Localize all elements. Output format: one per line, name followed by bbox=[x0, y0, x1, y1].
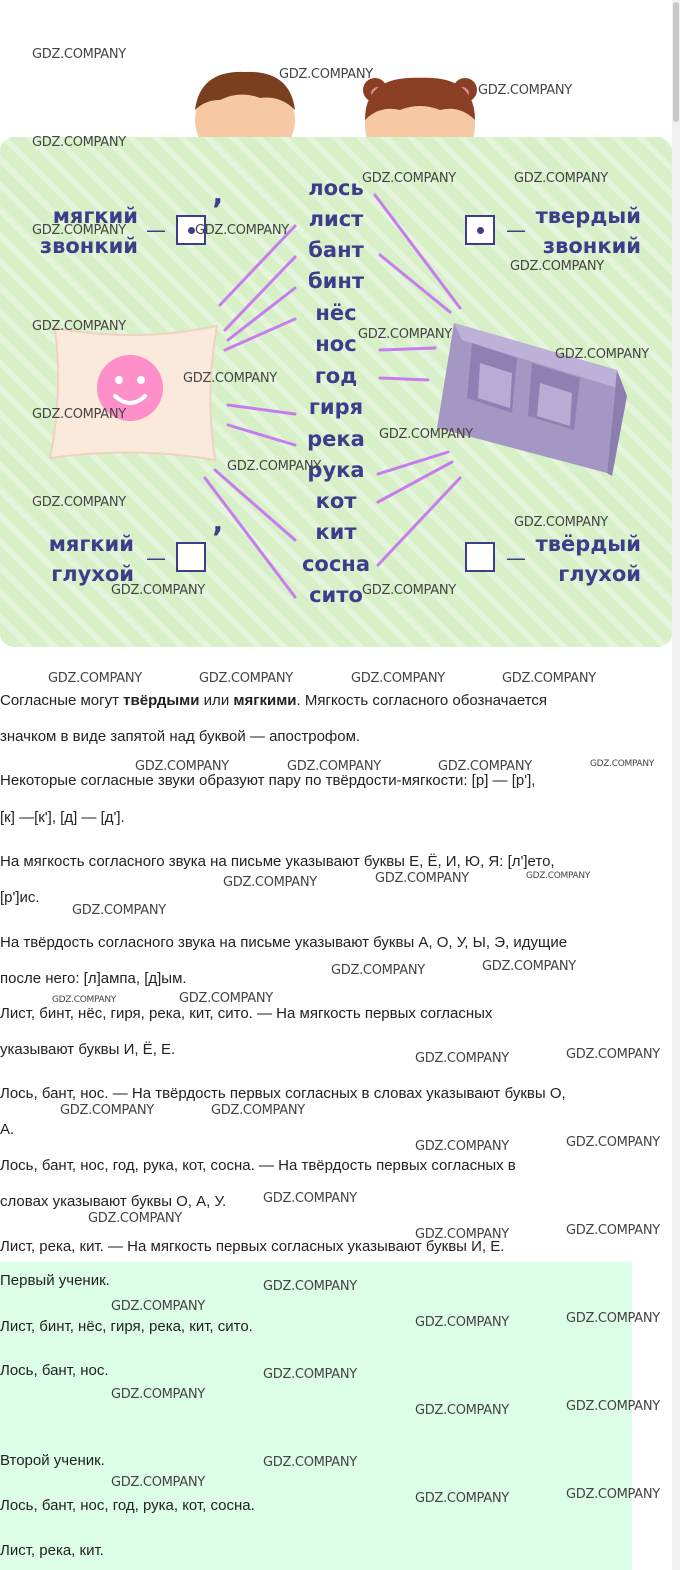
soft-voiceless-dash: — bbox=[146, 546, 166, 570]
hard-voiced-line2: звонкий bbox=[542, 234, 641, 258]
word-bint: бинт bbox=[307, 269, 365, 293]
first-student-hard: Лось, бант, нос. bbox=[0, 1362, 109, 1379]
watermark: GDZ.COMPANY bbox=[52, 995, 117, 1005]
watermark: GDZ.COMPANY bbox=[510, 259, 604, 274]
voiced-dot-icon bbox=[188, 227, 195, 234]
brick-image bbox=[432, 318, 632, 480]
hard-voiceless-line2: глухой bbox=[558, 562, 641, 586]
paragraph-line: А. bbox=[0, 1121, 15, 1138]
voiced-dot-icon bbox=[477, 227, 484, 234]
first-student-title: Первый ученик. bbox=[0, 1272, 110, 1289]
watermark: GDZ.COMPANY bbox=[415, 1227, 509, 1242]
students-answer-block bbox=[0, 1262, 632, 1570]
watermark: GDZ.COMPANY bbox=[179, 991, 273, 1006]
apostrophe-icon: ’ bbox=[212, 521, 224, 556]
watermark: GDZ.COMPANY bbox=[263, 1367, 357, 1382]
soft-voiced-line1: мягкий bbox=[52, 204, 138, 228]
watermark: GDZ.COMPANY bbox=[32, 47, 126, 62]
soft-voiceless-line2: глухой bbox=[51, 562, 134, 586]
watermark: GDZ.COMPANY bbox=[526, 871, 591, 881]
word-list: лист bbox=[308, 207, 364, 231]
watermark: GDZ.COMPANY bbox=[415, 1403, 509, 1418]
word-god: год bbox=[314, 364, 358, 388]
watermark: GDZ.COMPANY bbox=[375, 871, 469, 886]
watermark: GDZ.COMPANY bbox=[263, 1191, 357, 1206]
hard-voiceless-label bbox=[525, 529, 641, 589]
paragraph-line: после него: [л]ампа, [д]ым. bbox=[0, 970, 187, 987]
watermark: GDZ.COMPANY bbox=[223, 875, 317, 890]
watermark: GDZ.COMPANY bbox=[502, 671, 596, 686]
watermark: GDZ.COMPANY bbox=[482, 959, 576, 974]
watermark: GDZ.COMPANY bbox=[279, 67, 373, 82]
watermark: GDZ.COMPANY bbox=[227, 459, 321, 474]
paragraph-hard-letters: На твёрдость согласного звука на письме указывают буквы А, О, У, Ы, Э, идущие bbox=[0, 934, 568, 951]
watermark: GDZ.COMPANY bbox=[566, 1223, 660, 1238]
watermark: GDZ.COMPANY bbox=[32, 407, 126, 422]
soft-voiceless-line1: мягкий bbox=[48, 532, 134, 556]
watermark: GDZ.COMPANY bbox=[362, 171, 456, 186]
paragraph-pairs: Некоторые согласные звуки образуют пару по твёрдости-мягкости: [р] — [р'], bbox=[0, 772, 536, 789]
watermark: GDZ.COMPANY bbox=[514, 171, 608, 186]
watermark: GDZ.COMPANY bbox=[111, 1299, 205, 1314]
watermark: GDZ.COMPANY bbox=[415, 1051, 509, 1066]
paragraph-line: значком в виде запятой над буквой — апострофом. bbox=[0, 728, 361, 745]
watermark: GDZ.COMPANY bbox=[566, 1311, 660, 1326]
paragraph-soft-words: Лист, бинт, нёс, гиря, река, кит, сито. — На мягкость первых согласных bbox=[0, 1005, 493, 1022]
text-span: Согласные могут bbox=[0, 692, 124, 709]
watermark: GDZ.COMPANY bbox=[263, 1279, 357, 1294]
word-nyos: нёс bbox=[315, 301, 357, 325]
hard-voiceless-line1: твёрдый bbox=[535, 532, 641, 556]
second-student-soft: Лист, река, кит. bbox=[0, 1542, 104, 1559]
paragraph-soft-words-2: Лист, река, кит. — На мягкость первых согласных указывают буквы И, Е. bbox=[0, 1238, 505, 1255]
paragraph-consonants bbox=[0, 692, 680, 710]
watermark: GDZ.COMPANY bbox=[263, 1455, 357, 1470]
watermark: GDZ.COMPANY bbox=[478, 83, 572, 98]
watermark: GDZ.COMPANY bbox=[514, 515, 608, 530]
watermark: GDZ.COMPANY bbox=[438, 759, 532, 774]
word-nos: нос bbox=[315, 332, 357, 356]
hard-voiced-line1: твердый bbox=[535, 204, 641, 228]
soft-voiceless-label bbox=[30, 529, 134, 589]
hard-voiced-symbol bbox=[465, 215, 495, 245]
word-bant: бант bbox=[308, 238, 364, 262]
word-sosna: сосна bbox=[301, 552, 370, 576]
paragraph-soft-letters: На мягкость согласного звука на письме указывают буквы Е, Ё, И, Ю, Я: [л']ето, bbox=[0, 853, 555, 870]
scrollbar-thumb[interactable] bbox=[673, 2, 679, 122]
watermark: GDZ.COMPANY bbox=[566, 1135, 660, 1150]
soft-voiceless-symbol bbox=[176, 542, 206, 572]
paragraph-line: словах указывают буквы О, А, У. bbox=[0, 1193, 227, 1210]
soft-voiced-dash: — bbox=[146, 218, 166, 242]
watermark: GDZ.COMPANY bbox=[331, 963, 425, 978]
watermark: GDZ.COMPANY bbox=[60, 1103, 154, 1118]
watermark: GDZ.COMPANY bbox=[590, 759, 655, 769]
watermark: GDZ.COMPANY bbox=[379, 427, 473, 442]
watermark: GDZ.COMPANY bbox=[72, 903, 166, 918]
watermark: GDZ.COMPANY bbox=[32, 135, 126, 150]
watermark: GDZ.COMPANY bbox=[32, 223, 126, 238]
second-student-hard: Лось, бант, нос, год, рука, кот, сосна. bbox=[0, 1497, 255, 1514]
watermark: GDZ.COMPANY bbox=[351, 671, 445, 686]
paragraph-line: [р']ис. bbox=[0, 889, 40, 906]
hard-voiced-label bbox=[525, 201, 641, 261]
watermark: GDZ.COMPANY bbox=[183, 371, 277, 386]
watermark: GDZ.COMPANY bbox=[48, 671, 142, 686]
word-sito: сито bbox=[309, 583, 363, 607]
pillow-image bbox=[45, 318, 225, 468]
watermark: GDZ.COMPANY bbox=[566, 1047, 660, 1062]
watermark: GDZ.COMPANY bbox=[32, 495, 126, 510]
second-student-title: Второй ученик. bbox=[0, 1452, 105, 1469]
word-reka: река bbox=[307, 427, 365, 451]
word-girya: гиря bbox=[308, 395, 364, 419]
word-kit: кит bbox=[315, 520, 357, 544]
watermark: GDZ.COMPANY bbox=[88, 1211, 182, 1226]
watermark: GDZ.COMPANY bbox=[199, 671, 293, 686]
paragraph-line: указывают буквы И, Ё, Е. bbox=[0, 1041, 176, 1058]
watermark: GDZ.COMPANY bbox=[111, 583, 205, 598]
hard-voiceless-symbol bbox=[465, 542, 495, 572]
watermark: GDZ.COMPANY bbox=[358, 327, 452, 342]
bold-hard: твёрдыми bbox=[123, 692, 200, 709]
soft-voiced-line2: звонкий bbox=[39, 234, 138, 258]
word-kot: кот bbox=[315, 489, 357, 513]
watermark: GDZ.COMPANY bbox=[362, 583, 456, 598]
watermark: GDZ.COMPANY bbox=[555, 347, 649, 362]
bold-soft: мягкими bbox=[233, 692, 297, 709]
hard-voiced-dash: — bbox=[506, 218, 526, 242]
watermark: GDZ.COMPANY bbox=[415, 1315, 509, 1330]
hard-voiceless-dash: — bbox=[506, 546, 526, 570]
watermark: GDZ.COMPANY bbox=[32, 319, 126, 334]
watermark: GDZ.COMPANY bbox=[111, 1475, 205, 1490]
watermark: GDZ.COMPANY bbox=[195, 223, 289, 238]
text-span: . Мягкость согласного обозначается bbox=[296, 692, 548, 709]
watermark: GDZ.COMPANY bbox=[111, 1387, 205, 1402]
apostrophe-icon: ’ bbox=[212, 193, 224, 228]
watermark: GDZ.COMPANY bbox=[566, 1487, 660, 1502]
watermark: GDZ.COMPANY bbox=[566, 1399, 660, 1414]
watermark: GDZ.COMPANY bbox=[415, 1139, 509, 1154]
word-los: лось bbox=[308, 176, 364, 200]
paragraph-hard-words-2: Лось, бант, нос, год, рука, кот, сосна. — На твёрдость первых согласных в bbox=[0, 1157, 516, 1174]
first-student-soft: Лист, бинт, нёс, гиря, река, кит, сито. bbox=[0, 1318, 253, 1335]
paragraph-hard-words: Лось, бант, нос. — На твёрдость первых согласных в словах указывают буквы О, bbox=[0, 1085, 566, 1102]
watermark: GDZ.COMPANY bbox=[415, 1491, 509, 1506]
paragraph-line: [к] —[к'], [д] — [д']. bbox=[0, 809, 125, 826]
word-ruka: рука bbox=[307, 458, 365, 482]
watermark: GDZ.COMPANY bbox=[211, 1103, 305, 1118]
text-span: или bbox=[199, 692, 234, 709]
watermark: GDZ.COMPANY bbox=[287, 759, 381, 774]
watermark: GDZ.COMPANY bbox=[135, 759, 229, 774]
